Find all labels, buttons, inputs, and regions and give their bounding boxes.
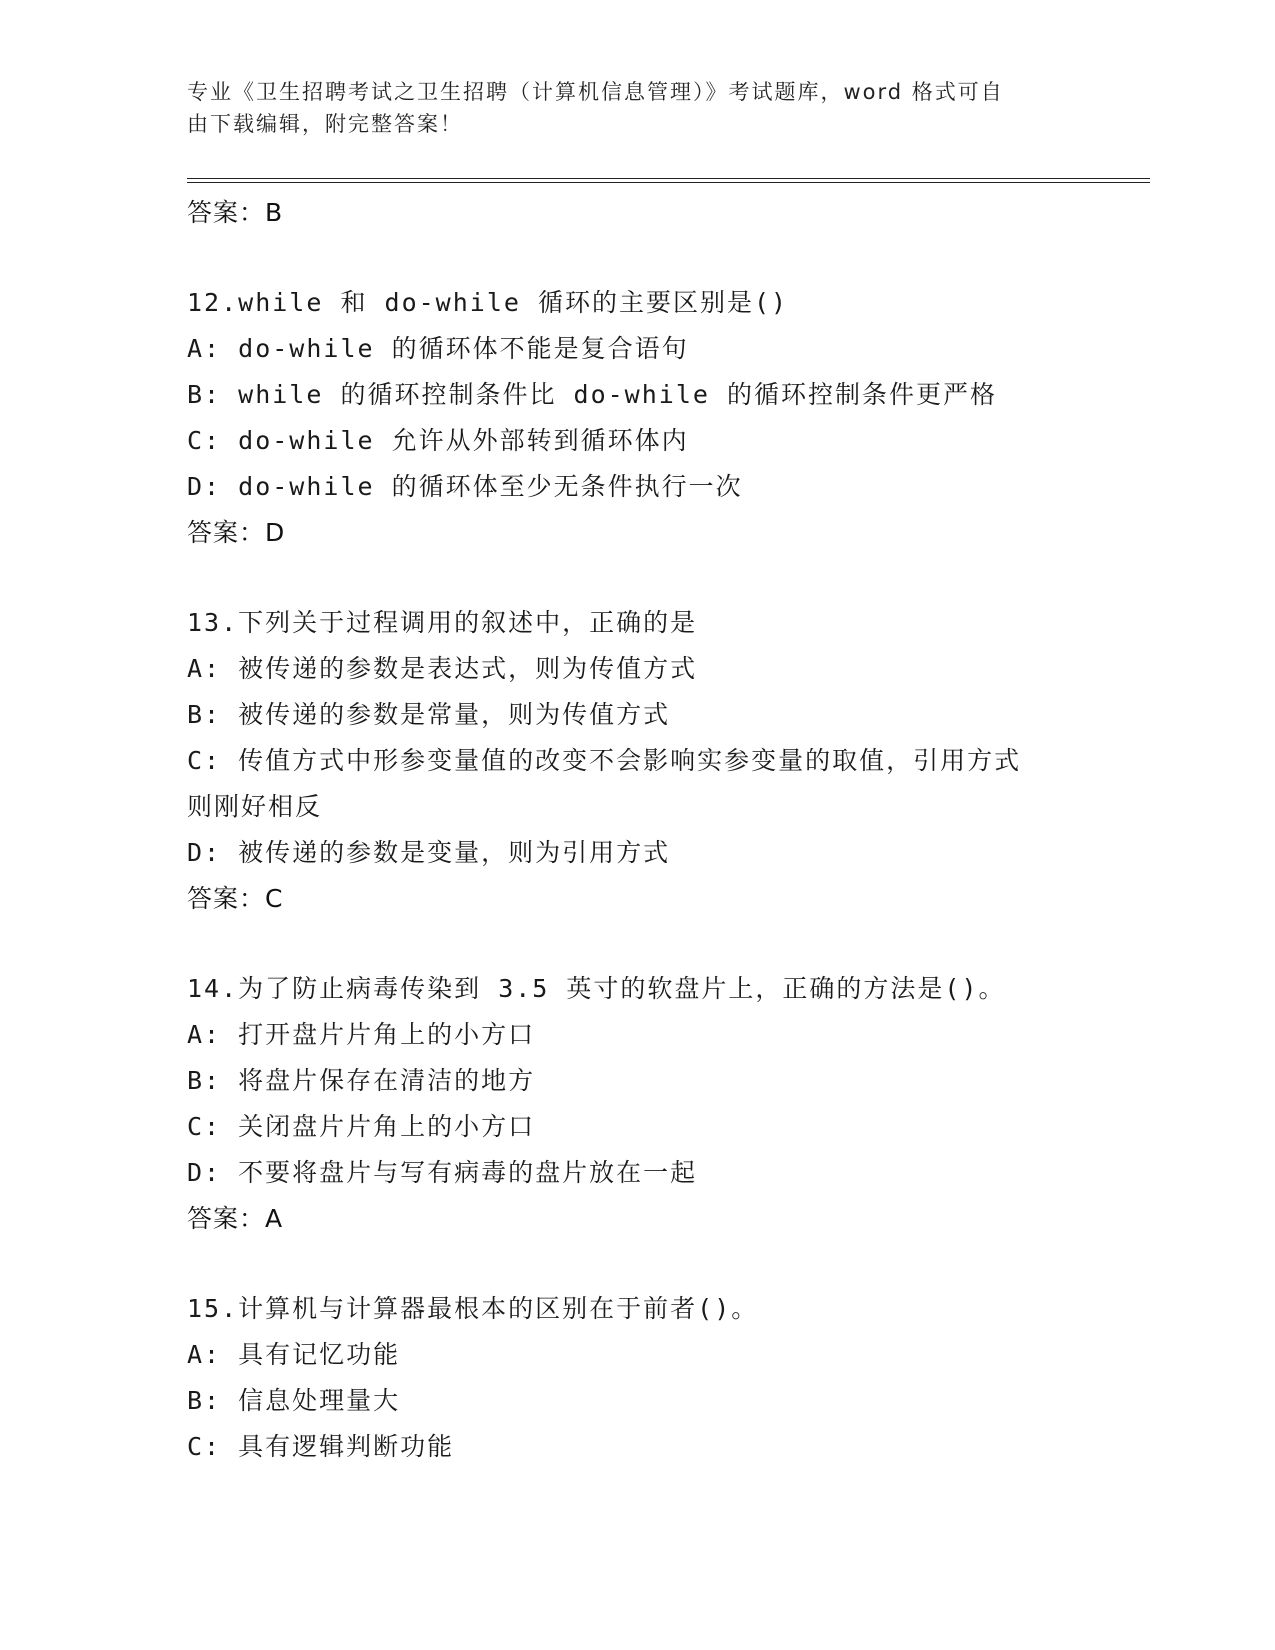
question-stem: 13.下列关于过程调用的叙述中，正确的是 (187, 608, 698, 637)
header-divider-bottom (187, 182, 1150, 183)
option-d: D: 不要将盘片与写有病毒的盘片放在一起 (187, 1158, 698, 1187)
option-d: D: do-while 的循环体至少无条件执行一次 (187, 472, 743, 501)
question-13 (187, 600, 1107, 922)
option-c: C: 关闭盘片片角上的小方口 (187, 1112, 536, 1141)
option-b: B: 将盘片保存在清洁的地方 (187, 1066, 536, 1095)
spacer (187, 922, 1107, 966)
option-c: C: do-while 允许从外部转到循环体内 (187, 426, 689, 455)
spacer (187, 1242, 1107, 1286)
option-a: A: do-while 的循环体不能是复合语句 (187, 334, 689, 363)
spacer (187, 236, 1107, 280)
question-list (187, 190, 1107, 1470)
document-header (187, 76, 1087, 140)
question-stem: 12.while 和 do-while 循环的主要区别是() (187, 288, 789, 317)
option-b: B: 信息处理量大 (187, 1386, 401, 1415)
question-stem: 14.为了防止病毒传染到 3.5 英寸的软盘片上，正确的方法是()。 (187, 974, 1006, 1003)
option-c: C: 具有逻辑判断功能 (187, 1432, 455, 1461)
question-12 (187, 280, 1107, 556)
option-b: B: while 的循环控制条件比 do-while 的循环控制条件更严格 (187, 380, 997, 409)
option-c-continued: 则刚好相反 (187, 792, 323, 821)
answer: 答案：C (187, 884, 284, 913)
previous-answer: 答案：B (187, 198, 284, 227)
option-a: A: 具有记忆功能 (187, 1340, 401, 1369)
option-d: D: 被传递的参数是变量，则为引用方式 (187, 838, 671, 867)
answer: 答案：A (187, 1204, 284, 1233)
question-15 (187, 1286, 1107, 1470)
answer: 答案：D (187, 518, 286, 547)
spacer (187, 556, 1107, 600)
header-divider-top (187, 178, 1150, 179)
option-b: B: 被传递的参数是常量，则为传值方式 (187, 700, 671, 729)
question-14 (187, 966, 1107, 1242)
header-line-1: 专业《卫生招聘考试之卫生招聘（计算机信息管理）》考试题库，word 格式可自 (187, 80, 1004, 104)
option-a: A: 被传递的参数是表达式，则为传值方式 (187, 654, 698, 683)
header-line-2: 由下载编辑，附完整答案！ (187, 112, 463, 136)
option-c: C: 传值方式中形参变量值的改变不会影响实参变量的取值，引用方式 (187, 746, 1022, 775)
question-stem: 15.计算机与计算器最根本的区别在于前者()。 (187, 1294, 759, 1323)
option-a: A: 打开盘片片角上的小方口 (187, 1020, 536, 1049)
